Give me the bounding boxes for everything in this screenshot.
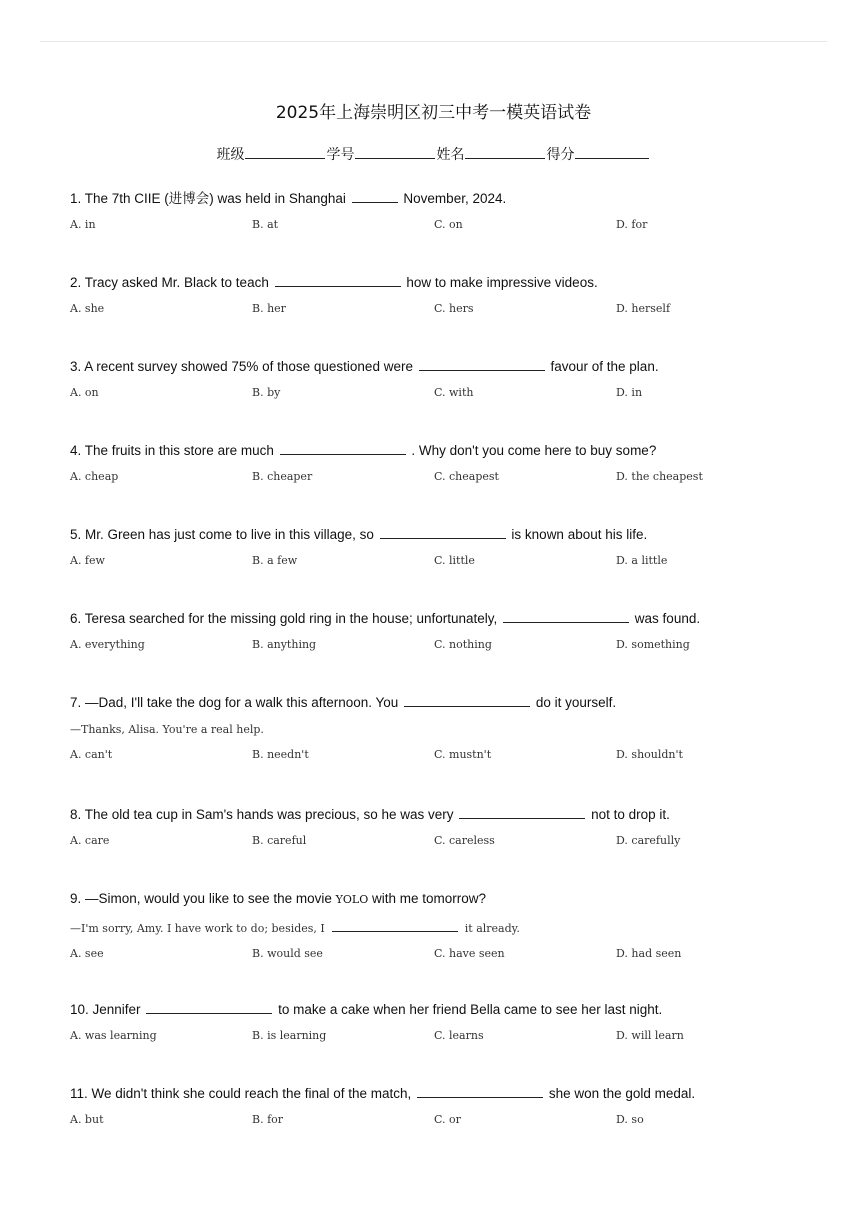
option-a[interactable]: A. cheap [70, 470, 119, 483]
stem-text: November, 2024. [403, 191, 507, 206]
option-d[interactable]: D. shouldn't [616, 748, 683, 761]
option-d[interactable]: D. will learn [616, 1029, 684, 1042]
option-b[interactable]: B. needn't [252, 748, 309, 761]
options-row [70, 1113, 830, 1129]
stem-text: is known about his life. [511, 527, 648, 542]
option-c[interactable]: C. mustn't [434, 748, 492, 761]
option-a[interactable]: A. on [70, 386, 99, 399]
option-c[interactable]: C. learns [434, 1029, 484, 1042]
option-d[interactable]: D. so [616, 1113, 644, 1126]
score-label: 得分 [546, 147, 575, 163]
stem-text: 7. —Dad, I'll take the dog for a walk this afternoon. You [70, 695, 399, 710]
option-d[interactable]: D. the cheapest [616, 470, 703, 483]
question-stem [70, 442, 830, 460]
option-d[interactable]: D. a little [616, 554, 668, 567]
stem-text: was found. [634, 611, 701, 626]
options-row [70, 1029, 830, 1045]
option-a[interactable]: A. in [70, 218, 96, 231]
question-4 [70, 442, 830, 486]
option-c[interactable]: C. hers [434, 302, 474, 315]
option-d[interactable]: D. herself [616, 302, 671, 315]
option-b[interactable]: B. would see [252, 947, 323, 960]
stem-text: do it yourself. [535, 695, 617, 710]
dialogue-reply: —Thanks, Alisa. You're a real help. [70, 723, 264, 736]
stem-text: 9. —Simon, would you like to see the movie [70, 891, 332, 906]
question-1 [70, 190, 830, 234]
answer-blank[interactable] [352, 190, 398, 203]
option-a[interactable]: A. but [70, 1113, 104, 1126]
stem-text: 4. The fruits in this store are much [70, 443, 274, 458]
options-row [70, 638, 830, 654]
reply-text: it already. [464, 922, 520, 935]
question-2 [70, 274, 830, 318]
answer-blank[interactable] [404, 694, 530, 707]
option-c[interactable]: C. with [434, 386, 474, 399]
options-row [70, 748, 830, 764]
option-d[interactable]: D. had seen [616, 947, 682, 960]
question-stem [70, 1085, 830, 1103]
dialogue-reply [70, 919, 830, 937]
option-c[interactable]: C. cheapest [434, 470, 499, 483]
page-top-divider [40, 41, 827, 42]
stem-text: 11. We didn't think she could reach the final of the match, [70, 1086, 412, 1101]
stem-text: 2. Tracy asked Mr. Black to teach [70, 275, 269, 290]
stem-text: not to drop it. [591, 807, 670, 822]
option-c[interactable]: C. on [434, 218, 463, 231]
answer-blank[interactable] [146, 1001, 272, 1014]
option-c[interactable]: C. nothing [434, 638, 492, 651]
option-c[interactable]: C. careless [434, 834, 495, 847]
exam-title: 2025年上海崇明区初三中考一模英语试卷 [275, 103, 592, 123]
stem-text: she won the gold medal. [548, 1086, 696, 1101]
question-8 [70, 806, 830, 850]
answer-blank[interactable] [275, 274, 401, 287]
class-blank[interactable] [245, 144, 325, 159]
option-b[interactable]: B. her [252, 302, 286, 315]
answer-blank[interactable] [417, 1085, 543, 1098]
option-b[interactable]: B. cheaper [252, 470, 313, 483]
option-c[interactable]: C. little [434, 554, 475, 567]
stem-text: 6. Teresa searched for the missing gold ring in the house; unfortunately, [70, 611, 498, 626]
question-5 [70, 526, 830, 570]
option-b[interactable]: B. by [252, 386, 281, 399]
stem-text: . Why don't you come here to buy some? [411, 443, 657, 458]
option-d[interactable]: D. in [616, 386, 643, 399]
student-id-label: 学号 [326, 147, 355, 163]
question-stem [70, 610, 830, 628]
stem-text: 10. Jennifer [70, 1002, 141, 1017]
option-b[interactable]: B. at [252, 218, 279, 231]
answer-blank[interactable] [503, 610, 629, 623]
reply-text: —I'm sorry, Amy. I have work to do; besides, I [70, 922, 325, 935]
option-a[interactable]: A. was learning [70, 1029, 157, 1042]
stem-text: to make a cake when her friend Bella came to see her last night. [278, 1002, 663, 1017]
answer-blank[interactable] [459, 806, 585, 819]
question-stem [70, 1001, 830, 1019]
option-a[interactable]: A. everything [70, 638, 145, 651]
question-9 [70, 890, 830, 963]
options-row [70, 302, 830, 318]
question-6 [70, 610, 830, 654]
stem-text: with me tomorrow? [372, 891, 487, 906]
stem-text: 1. The 7th CIIE (进博会) was held in Shanghai [70, 191, 346, 206]
options-row [70, 554, 830, 570]
answer-blank[interactable] [380, 526, 506, 539]
option-a[interactable]: A. can't [70, 748, 113, 761]
stem-text: how to make impressive videos. [406, 275, 598, 290]
movie-title: YOLO [335, 893, 369, 906]
question-11 [70, 1085, 830, 1129]
option-b[interactable]: B. is learning [252, 1029, 327, 1042]
options-row [70, 947, 830, 963]
answer-blank[interactable] [419, 358, 545, 371]
question-7 [70, 694, 830, 764]
option-a[interactable]: A. see [70, 947, 104, 960]
stem-text: 3. A recent survey showed 75% of those questioned were [70, 359, 413, 374]
stem-text: 5. Mr. Green has just come to live in this village, so [70, 527, 374, 542]
option-d[interactable]: D. something [616, 638, 690, 651]
question-stem [70, 806, 830, 824]
question-stem [70, 190, 830, 208]
option-c[interactable]: C. have seen [434, 947, 505, 960]
question-3 [70, 358, 830, 402]
option-a[interactable]: A. few [70, 554, 105, 567]
option-b[interactable]: B. anything [252, 638, 317, 651]
options-row [70, 218, 830, 234]
question-stem [70, 526, 830, 544]
option-a[interactable]: A. she [70, 302, 105, 315]
question-stem [70, 890, 830, 909]
option-a[interactable]: A. care [70, 834, 110, 847]
options-row [70, 834, 830, 850]
name-blank[interactable] [465, 144, 545, 159]
option-b[interactable]: B. for [252, 1113, 284, 1126]
stem-text: 8. The old tea cup in Sam's hands was precious, so he was very [70, 807, 454, 822]
answer-blank[interactable] [332, 919, 458, 932]
option-b[interactable]: B. a few [252, 554, 298, 567]
student-info-line [0, 144, 867, 164]
student-id-blank[interactable] [355, 144, 435, 159]
class-label: 班级 [216, 147, 245, 163]
options-row [70, 386, 830, 402]
stem-text: favour of the plan. [550, 359, 659, 374]
answer-blank[interactable] [280, 442, 406, 455]
question-stem [70, 358, 830, 376]
question-stem [70, 694, 830, 712]
name-label: 姓名 [436, 147, 465, 163]
options-row [70, 470, 830, 486]
question-10 [70, 1001, 830, 1045]
question-stem [70, 274, 830, 292]
option-d[interactable]: D. for [616, 218, 648, 231]
option-d[interactable]: D. carefully [616, 834, 681, 847]
score-blank[interactable] [575, 144, 649, 159]
option-c[interactable]: C. or [434, 1113, 461, 1126]
option-b[interactable]: B. careful [252, 834, 307, 847]
